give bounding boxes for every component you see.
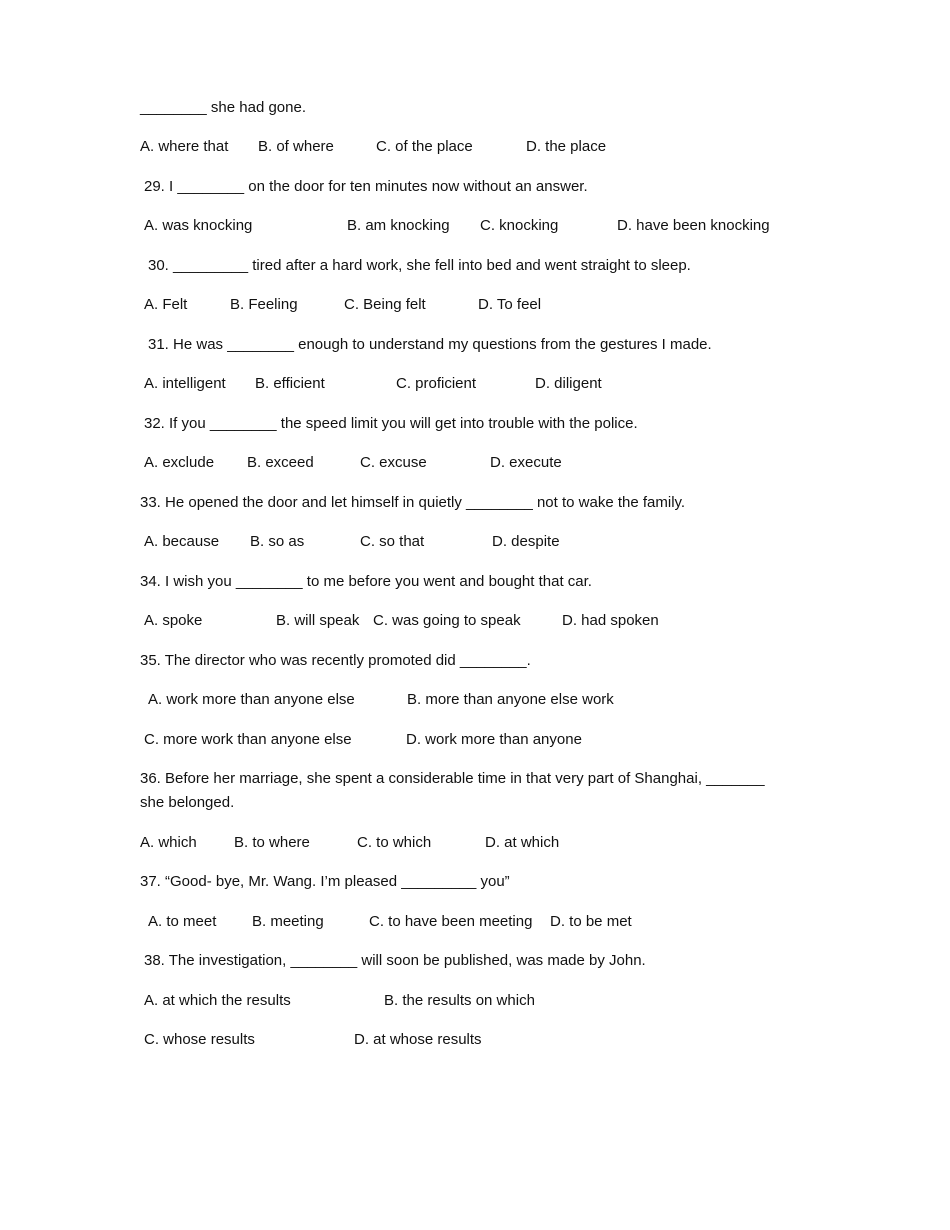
q35-option-d: D. work more than anyone [406, 731, 582, 748]
q36-stem-line-1: 36. Before her marriage, she spent a considerable time in that very part of Shanghai, _______ [140, 770, 765, 787]
q28-stem: ________ she had gone. [140, 99, 306, 116]
q33-option-a: A. because [144, 533, 220, 550]
q34-stem: 34. I wish you ________ to me before you went and bought that car. [140, 573, 592, 590]
q36-option-b: B. to where [234, 834, 310, 851]
q29-stem: 29. I ________ on the door for ten minutes now without an answer. [144, 178, 588, 195]
q33-option-d: D. despite [492, 533, 560, 550]
q31-option-c: C. proficient [396, 375, 477, 392]
q34-option-d: D. had spoken [562, 612, 659, 629]
q31-option-d: D. diligent [535, 375, 602, 392]
q38-option-a: A. at which the results [144, 992, 291, 1009]
q28-option-a: A. where that [140, 138, 229, 155]
q31-stem: 31. He was ________ enough to understand my questions from the gestures I made. [148, 336, 712, 353]
q31-option-b: B. efficient [255, 375, 325, 392]
q29-option-b: B. am knocking [347, 217, 450, 234]
q36-option-d: D. at which [485, 834, 560, 851]
q38-option-c: C. whose results [144, 1031, 255, 1048]
q38-option-d: D. at whose results [354, 1031, 482, 1048]
q29-option-c: C. knocking [480, 217, 559, 234]
q30-option-a: A. Felt [144, 296, 188, 313]
q30-option-d: D. To feel [478, 296, 542, 313]
q36-option-a: A. which [140, 834, 197, 851]
q35-option-c: C. more work than anyone else [144, 731, 352, 748]
q35-stem: 35. The director who was recently promoted did ________. [140, 652, 531, 669]
q37-option-a: A. to meet [148, 913, 217, 930]
q36-stem-line-2: she belonged. [140, 794, 235, 811]
q32-option-d: D. execute [490, 454, 562, 471]
q31-option-a: A. intelligent [144, 375, 226, 392]
q30-option-b: B. Feeling [230, 296, 298, 313]
q37-option-d: D. to be met [550, 913, 632, 930]
q28-option-b: B. of where [258, 138, 334, 155]
q29-option-d: D. have been knocking [617, 217, 770, 234]
q30-stem: 30. _________ tired after a hard work, she fell into bed and went straight to sleep. [148, 257, 691, 274]
q37-stem: 37. “Good- bye, Mr. Wang. I’m pleased _________ you” [140, 873, 510, 890]
q29-option-a: A. was knocking [144, 217, 253, 234]
q37-option-b: B. meeting [252, 913, 324, 930]
q32-stem: 32. If you ________ the speed limit you will get into trouble with the police. [144, 415, 638, 432]
q32-option-a: A. exclude [144, 454, 215, 471]
q34-option-c: C. was going to speak [373, 612, 521, 629]
q32-option-b: B. exceed [247, 454, 314, 471]
q37-option-c: C. to have been meeting [369, 913, 533, 930]
q38-stem: 38. The investigation, ________ will soon be published, was made by John. [144, 952, 646, 969]
q34-option-b: B. will speak [276, 612, 360, 629]
q33-option-c: C. so that [360, 533, 425, 550]
q33-option-b: B. so as [250, 533, 305, 550]
q33-stem: 33. He opened the door and let himself in quietly ________ not to wake the family. [140, 494, 686, 511]
q38-option-b: B. the results on which [384, 992, 535, 1009]
q30-option-c: C. Being felt [344, 296, 426, 313]
q35-option-a: A. work more than anyone else [148, 691, 355, 708]
q35-option-b: B. more than anyone else work [407, 691, 614, 708]
q28-option-d: D. the place [526, 138, 607, 155]
q28-option-c: C. of the place [376, 138, 473, 155]
q34-option-a: A. spoke [144, 612, 203, 629]
q32-option-c: C. excuse [360, 454, 427, 471]
q36-option-c: C. to which [357, 834, 432, 851]
